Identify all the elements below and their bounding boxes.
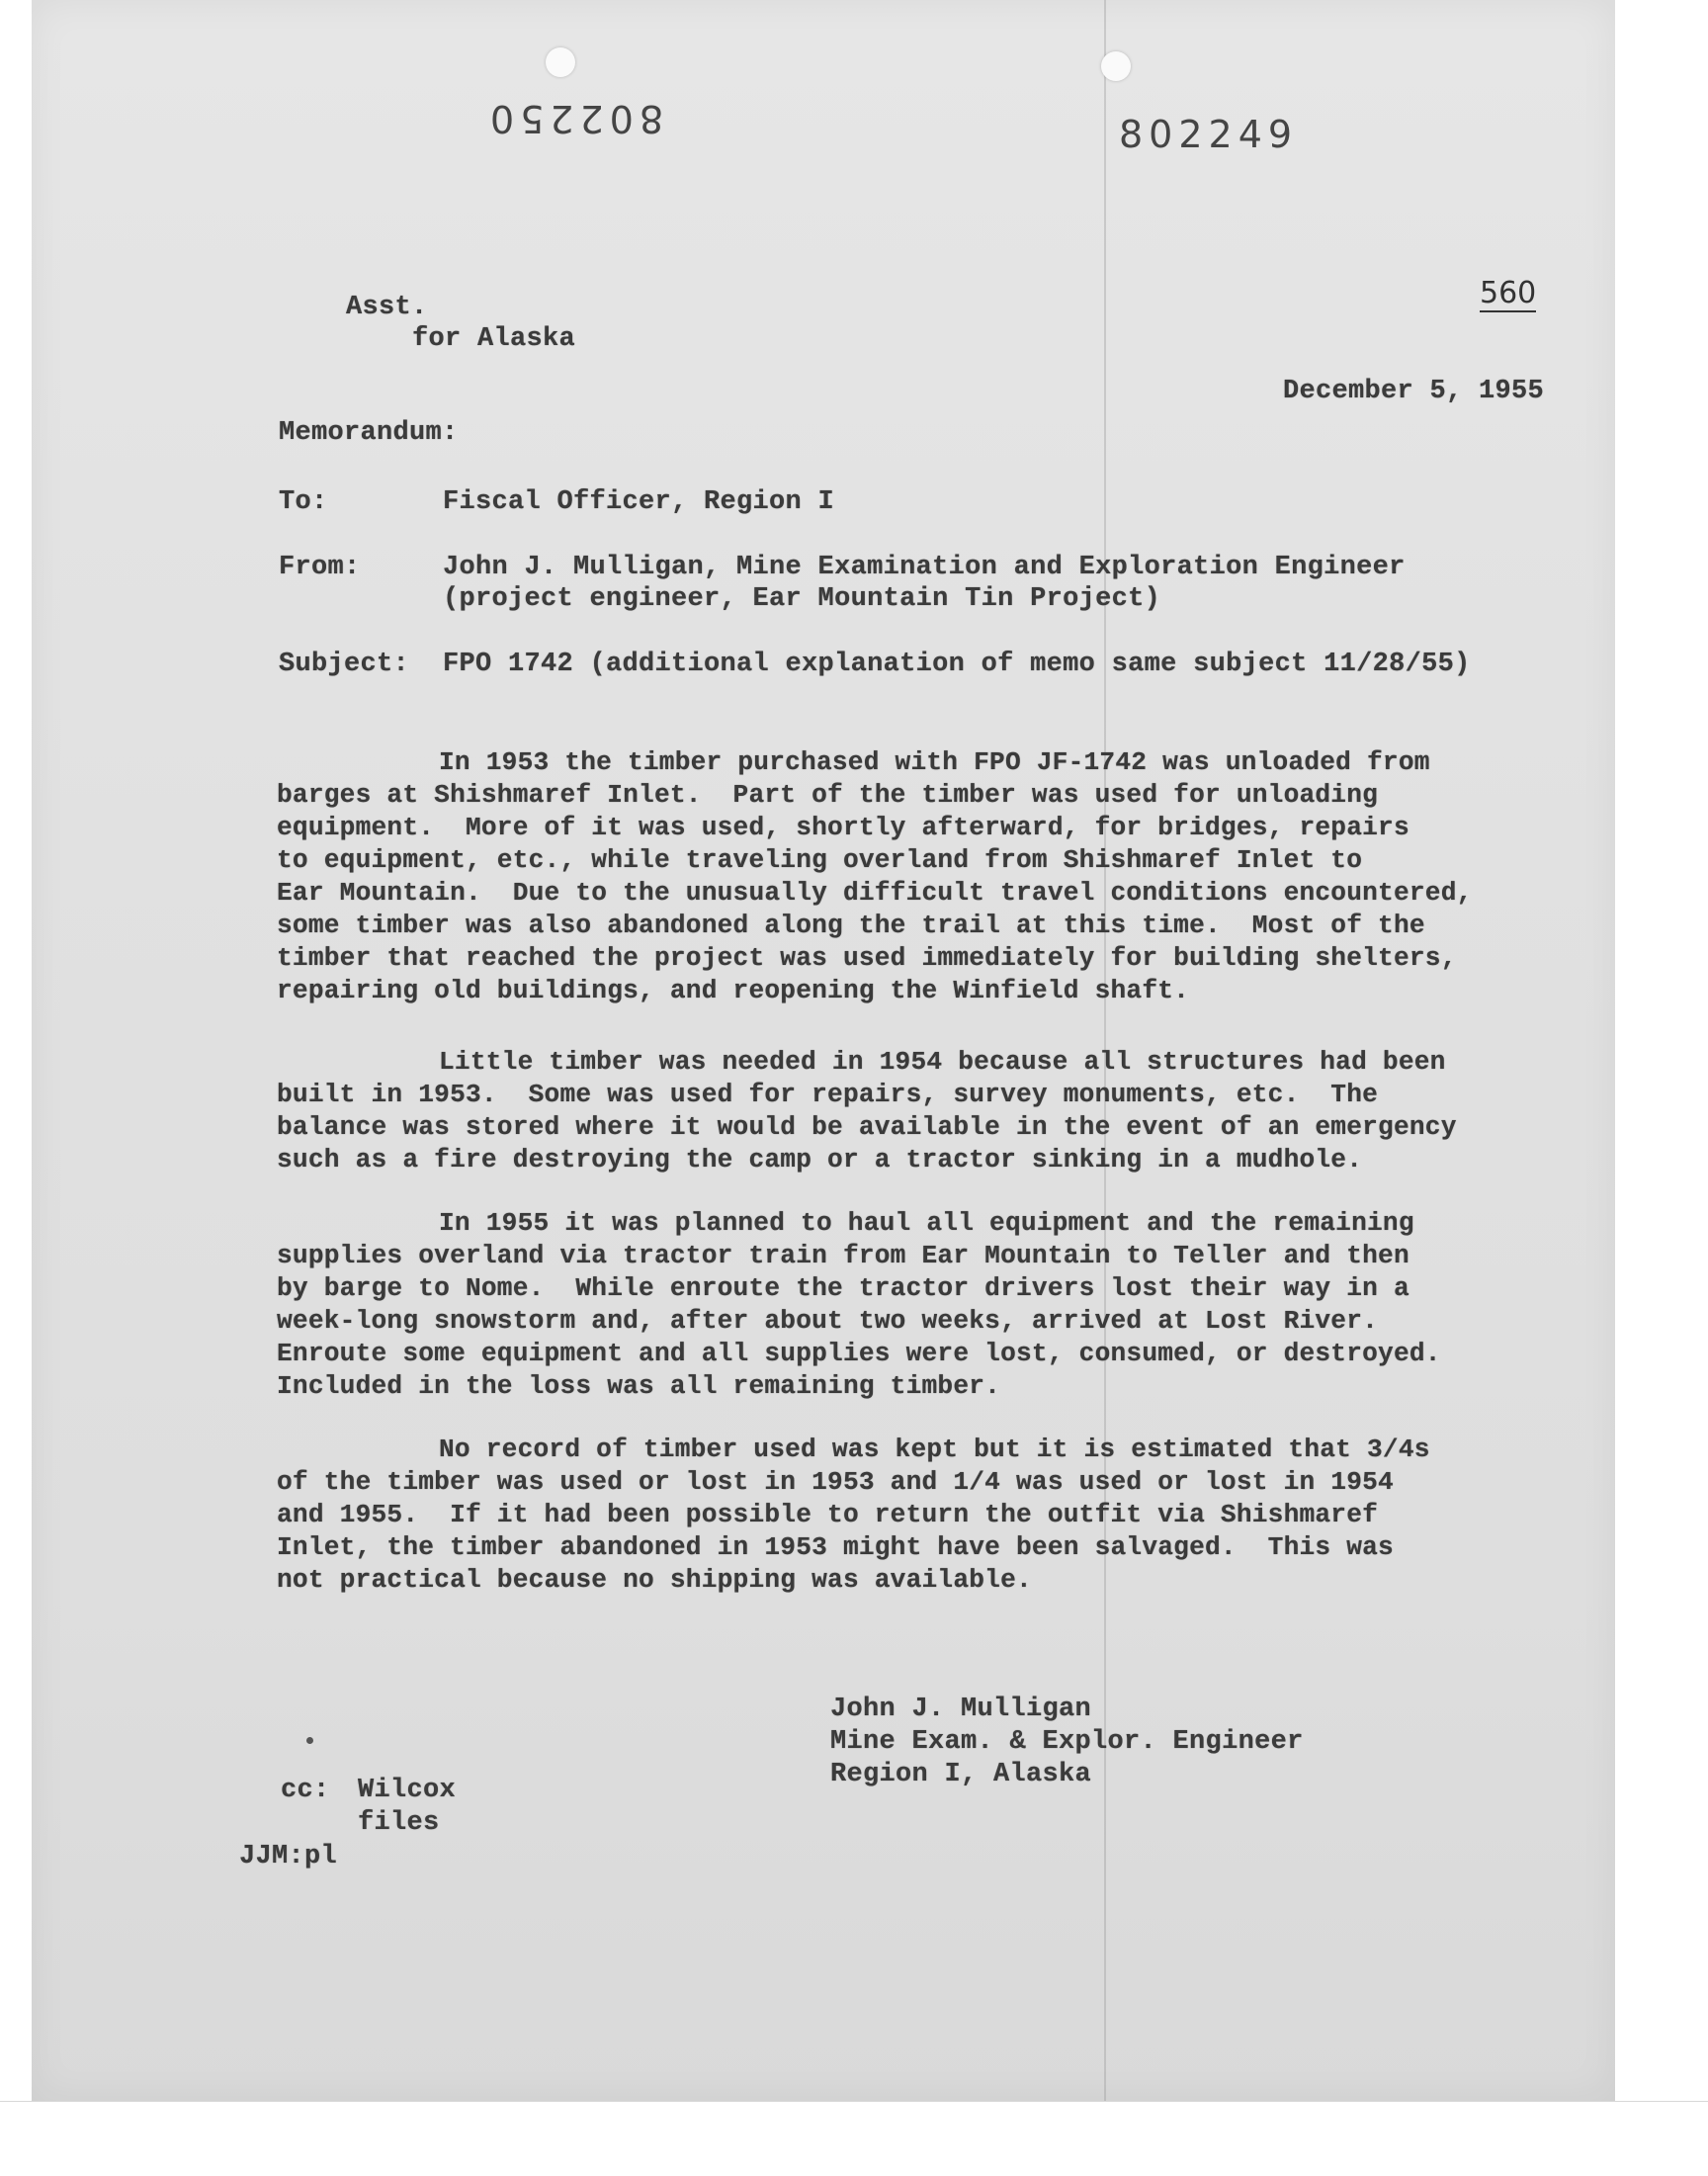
from-label: From:: [279, 553, 361, 582]
body-paragraph-2: [277, 1046, 1562, 1176]
paragraph-line: Little timber was needed in 1954 because all structures had been: [439, 1047, 1446, 1077]
paragraph-line: Included in the loss was all remaining timber.: [277, 1371, 1001, 1401]
from-value-line-1: John J. Mulligan, Mine Examination and Exploration Engineer: [443, 553, 1406, 582]
paragraph-line: supplies overland via tractor train from Ear Mountain to Teller and then: [277, 1241, 1409, 1270]
paragraph-line: to equipment, etc., while traveling overland from Shishmaref Inlet to: [277, 845, 1363, 875]
paragraph-line: not practical because no shipping was available.: [277, 1565, 1032, 1595]
punch-hole-left: [546, 47, 575, 77]
memo-date: December 5, 1955: [1283, 377, 1545, 406]
signature-name: John J. Mulligan: [830, 1695, 1092, 1724]
paragraph-line: week-long snowstorm and, after about two weeks, arrived at Lost River.: [277, 1306, 1379, 1336]
paragraph-line: No record of timber used was kept but it is estimated that 3/4s: [439, 1435, 1430, 1464]
paragraph-line: such as a fire destroying the camp or a tractor sinking in a mudhole.: [277, 1145, 1363, 1175]
paragraph-line: balance was stored where it would be available in the event of an emergency: [277, 1112, 1457, 1142]
scanner-bottom-margin: [0, 2101, 1708, 2176]
typist-initials: JJM:pl: [239, 1842, 338, 1871]
paragraph-line: timber that reached the project was used immediately for building shelters,: [277, 943, 1457, 973]
office-line-2: for Alaska: [412, 324, 576, 354]
subject-value: FPO 1742 (additional explanation of memo same subject 11/28/55): [443, 650, 1471, 679]
paragraph-line: repairing old buildings, and reopening the Winfield shaft.: [277, 976, 1190, 1005]
paragraph-line: and 1955. If it had been possible to return the outfit via Shishmaref: [277, 1500, 1379, 1529]
from-value-line-2: (project engineer, Ear Mountain Tin Project): [443, 584, 1161, 614]
signature-title: Mine Exam. & Explor. Engineer: [830, 1727, 1304, 1757]
page-number: 560: [1480, 276, 1537, 310]
paragraph-line: Enroute some equipment and all supplies were lost, consumed, or destroyed.: [277, 1339, 1441, 1368]
signature-region: Region I, Alaska: [830, 1760, 1092, 1789]
stamp-number-upside-down: 802250: [484, 97, 664, 140]
paragraph-line: In 1955 it was planned to haul all equipment and the remaining: [439, 1208, 1414, 1238]
paragraph-line: Ear Mountain. Due to the unusually difficult travel conditions encountered,: [277, 878, 1473, 908]
paragraph-line: barges at Shishmaref Inlet. Part of the timber was used for unloading: [277, 780, 1379, 810]
ink-dot: [306, 1737, 313, 1744]
paragraph-line: Inlet, the timber abandoned in 1953 might have been salvaged. This was: [277, 1532, 1394, 1562]
paragraph-line: some timber was also abandoned along the trail at this time. Most of the: [277, 911, 1425, 940]
to-value: Fiscal Officer, Region I: [443, 487, 835, 517]
cc-recipient-files: files: [358, 1808, 440, 1838]
office-line-1: Asst.: [346, 293, 428, 322]
punch-hole-right: [1101, 51, 1131, 81]
memo-paper: [32, 0, 1615, 2101]
memorandum-label: Memorandum:: [279, 418, 459, 448]
paragraph-line: built in 1953. Some was used for repairs, survey monuments, etc. The: [277, 1080, 1379, 1109]
body-paragraph-1: [277, 746, 1562, 1007]
to-label: To:: [279, 487, 328, 517]
paragraph-line: by barge to Nome. While enroute the tractor drivers lost their way in a: [277, 1273, 1409, 1303]
cc-label: cc:: [281, 1776, 330, 1805]
paragraph-line: of the timber was used or lost in 1953 and 1/4 was used or lost in 1954: [277, 1467, 1394, 1497]
subject-label: Subject:: [279, 650, 410, 679]
body-paragraph-3: [277, 1207, 1562, 1403]
body-paragraph-4: [277, 1434, 1562, 1597]
cc-recipient-wilcox: Wilcox: [358, 1776, 457, 1805]
paragraph-line: equipment. More of it was used, shortly afterward, for bridges, repairs: [277, 813, 1409, 842]
paragraph-line: In 1953 the timber purchased with FPO JF-1742 was unloaded from: [439, 747, 1430, 777]
stamp-number: 802249: [1119, 113, 1299, 156]
